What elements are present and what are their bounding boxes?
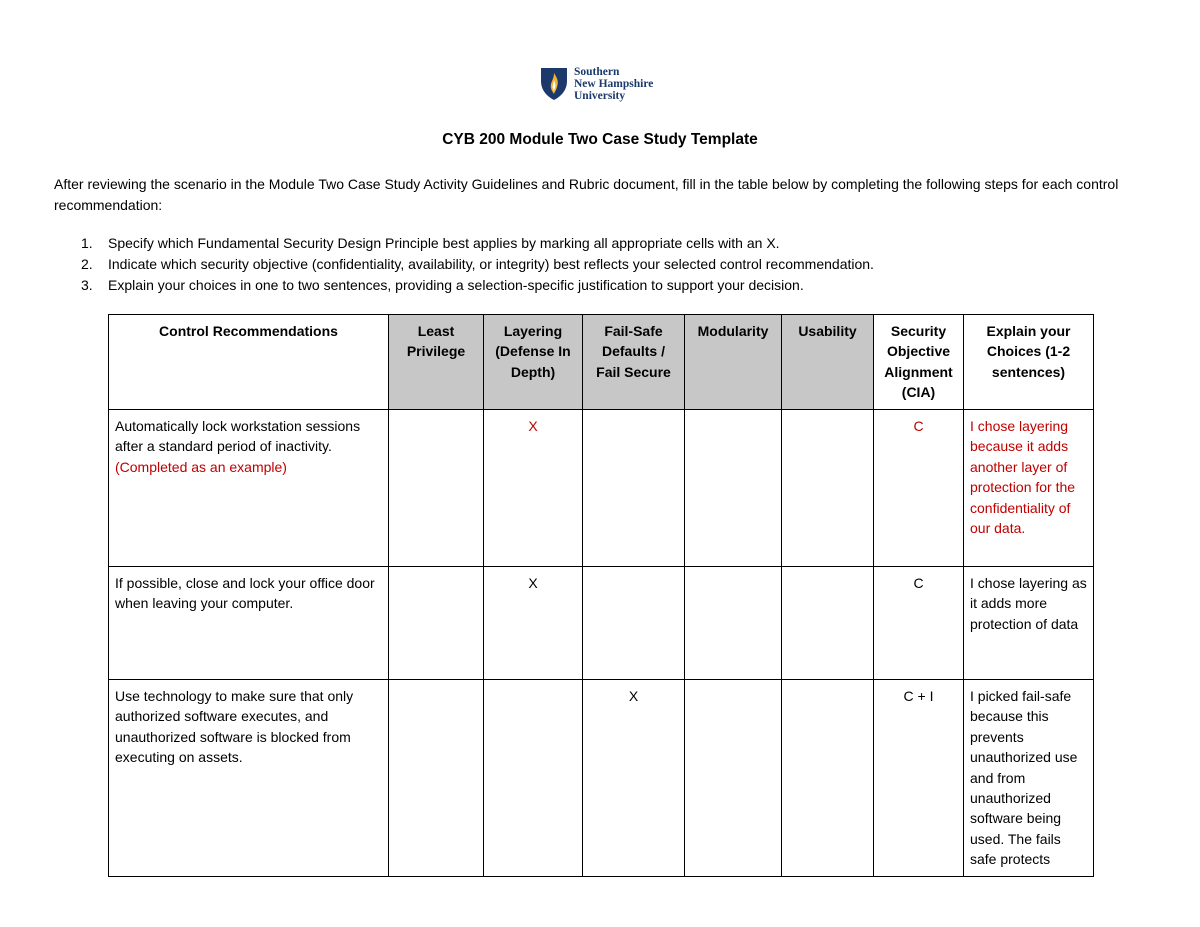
header-modularity: Modularity — [685, 315, 782, 410]
instruction-steps — [54, 233, 1149, 296]
university-logo — [540, 66, 653, 102]
header-explain: Explain your Choices (1-2 sentences) — [964, 315, 1094, 410]
control-recommendations-table — [108, 314, 1094, 877]
explain-cell[interactable]: I picked fail-safe because this prevents unauthorized use and from unauthorized software being used. The fails safe protects — [964, 680, 1094, 877]
logo-line-2: New Hampshire — [574, 78, 654, 90]
modularity-cell[interactable] — [685, 410, 782, 567]
step-text: Explain your choices in one to two sentences, providing a selection-specific justification to support your decision. — [108, 277, 804, 293]
modularity-cell[interactable] — [685, 680, 782, 877]
least-privilege-cell[interactable] — [389, 567, 484, 680]
step-item — [54, 233, 1149, 254]
header-cia: Security Objective Alignment (CIA) — [874, 315, 964, 410]
document-title: CYB 200 Module Two Case Study Template — [442, 131, 758, 148]
explain-cell[interactable]: I chose layering as it adds more protection of data — [964, 567, 1094, 680]
step-text: Indicate which security objective (confidentiality, availability, or integrity) best reflects your selected control recommendation. — [108, 256, 874, 272]
fail-safe-cell[interactable] — [583, 410, 685, 567]
control-cell[interactable]: If possible, close and lock your office door when leaving your computer. — [109, 567, 389, 680]
example-note: (Completed as an example) — [115, 458, 287, 475]
step-item — [54, 254, 1149, 275]
cia-cell[interactable]: C — [874, 567, 964, 680]
header-layering: Layering (Defense In Depth) — [484, 315, 583, 410]
header-least-privilege: Least Privilege — [389, 315, 484, 410]
cia-cell[interactable]: C — [874, 410, 964, 567]
logo-wordmark — [574, 66, 653, 102]
header-usability: Usability — [782, 315, 874, 410]
table-row — [109, 567, 1094, 680]
control-cell[interactable]: Use technology to make sure that only authorized software executes, and unauthorized software is blocked from executing on assets. — [109, 680, 389, 877]
header-control-recommendations: Control Recommendations — [109, 315, 389, 410]
header-row — [109, 315, 1094, 410]
step-text: Specify which Fundamental Security Design Principle best applies by marking all appropriate cells with an X. — [108, 235, 780, 251]
modularity-cell[interactable] — [685, 567, 782, 680]
logo-line-1: Southern — [574, 66, 620, 78]
logo-line-3: University — [574, 90, 626, 102]
least-privilege-cell[interactable] — [389, 410, 484, 567]
shield-flame-icon — [540, 67, 568, 101]
intro-paragraph: After reviewing the scenario in the Module Two Case Study Activity Guidelines and Rubric document, fill in the table below by completing the following steps for each control recommendation: — [54, 176, 1119, 213]
table-row — [109, 410, 1094, 567]
fail-safe-cell[interactable]: X — [583, 680, 685, 877]
step-number: 1. — [81, 235, 93, 251]
explain-cell[interactable]: I chose layering because it adds another layer of protection for the confidentiality of our data. — [964, 410, 1094, 567]
fail-safe-cell[interactable] — [583, 567, 685, 680]
usability-cell[interactable] — [782, 410, 874, 567]
table-row — [109, 680, 1094, 877]
layering-cell[interactable]: X — [484, 410, 583, 567]
step-number: 2. — [81, 256, 93, 272]
step-number: 3. — [81, 277, 93, 293]
control-text: Automatically lock workstation sessions after a standard period of inactivity. — [115, 418, 361, 455]
usability-cell[interactable] — [782, 680, 874, 877]
control-cell[interactable] — [109, 410, 389, 567]
usability-cell[interactable] — [782, 567, 874, 680]
layering-cell[interactable]: X — [484, 567, 583, 680]
step-item — [54, 275, 1149, 296]
layering-cell[interactable] — [484, 680, 583, 877]
least-privilege-cell[interactable] — [389, 680, 484, 877]
header-fail-safe: Fail-Safe Defaults / Fail Secure — [583, 315, 685, 410]
cia-cell[interactable]: C + I — [874, 680, 964, 877]
